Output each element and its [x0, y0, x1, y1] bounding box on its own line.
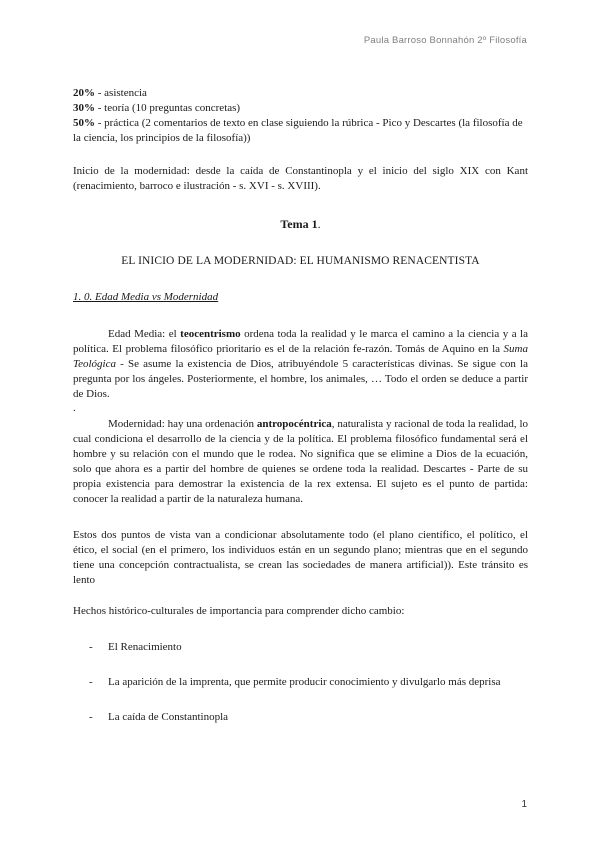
- grading-text: - práctica (2 comentarios de texto en clase siguiendo la rúbrica - Pico y Descartes (la filosofía de la ciencia, los principios de la filosofía)): [73, 117, 523, 144]
- bullet-dash: -: [89, 711, 93, 723]
- grading-line: [73, 116, 528, 146]
- grading-percent: 50%: [73, 117, 95, 129]
- grading-percent: 30%: [73, 102, 95, 114]
- antropocentrica-term: antropocéntrica: [256, 418, 332, 430]
- section-heading: 1. 0. Edad Media vs Modernidad: [73, 291, 219, 303]
- page-header: Paula Barroso Bonnahón 2º Filosofía: [363, 35, 527, 46]
- edad-media-paragraph: Edad Media: el teocentrismo ordena toda la realidad y le marca el camino a la ciencia y a la política. El problema filosófico prioritario es el de la relación fe-razón. Tomás de Aquino en la Suma Teológica - Se asume la existencia de Dios, atribuyéndole 5 características divinas. Se sigue con la pregunta por los ángeles. Posteriormente, el hombre, los animales, … Todo el orden se deduce a partir de Dios.: [73, 328, 528, 400]
- list-item: - La aparición de la imprenta, que permite producir conocimiento y divulgarlo más deprisa: [89, 676, 501, 688]
- views-paragraph: Estos dos puntos de vista van a condicionar absolutamente todo (el plano científico, el político, el ético, el social (en el primero, los individuos están en un segundo plano; mientras que en el segundo tiene una concepción contractualista, se crean las sociedades de manera artificial)). Este tránsito es lento: [73, 529, 528, 586]
- title-text: Tema 1: [280, 217, 318, 231]
- document-body: [73, 86, 528, 745]
- page-title: [73, 217, 528, 232]
- title-suffix: .: [317, 217, 321, 231]
- intro-paragraph: Inicio de la modernidad: desde la caída de Constantinopla y el inicio del siglo XIX con Kant (renacimiento, barroco e ilustración - s. XVI - s. XVIII).: [73, 165, 528, 192]
- list-item: - El Renacimiento: [89, 641, 182, 653]
- chapter-subtitle: EL INICIO DE LA MODERNIDAD: EL HUMANISMO RENACENTISTA: [121, 255, 480, 267]
- suma-teologica-title: Suma Teológica: [73, 343, 528, 370]
- grading-line: [73, 101, 528, 116]
- grading-text: - teoría (10 preguntas concretas): [95, 102, 241, 114]
- grading-text: - asistencia: [95, 87, 147, 99]
- bullet-dash: -: [89, 641, 93, 653]
- stray-dot: .: [73, 402, 76, 414]
- facts-paragraph: Hechos histórico-culturales de importancia para comprender dicho cambio:: [73, 605, 405, 617]
- bullet-dash: -: [89, 676, 93, 688]
- facts-list: [73, 640, 528, 725]
- teocentrismo-term: teocentrismo: [180, 328, 241, 340]
- modernidad-paragraph: Modernidad: hay una ordenación antropocéntrica, naturalista y racional de toda la realidad, lo cual condiciona el desarrollo de la ciencia y de la política. El problema filosófico fundamental será el hombre y su relación con el mundo que le rodea. No significa que se elimine a Dios de la ecuación, solo que ahora es a partir del hombre de quienes se ordene toda la realidad. Descartes - Parte de su propia existencia para demostrar la existencia de la rex extensa. El sujeto es el punto de partida: conocer la realidad a partir de la naturaleza humana.: [73, 418, 528, 505]
- grading-line: [73, 86, 528, 101]
- page-number: 1: [521, 799, 527, 810]
- list-item: - La caída de Constantinopla: [89, 711, 229, 723]
- grading-percent: 20%: [73, 87, 95, 99]
